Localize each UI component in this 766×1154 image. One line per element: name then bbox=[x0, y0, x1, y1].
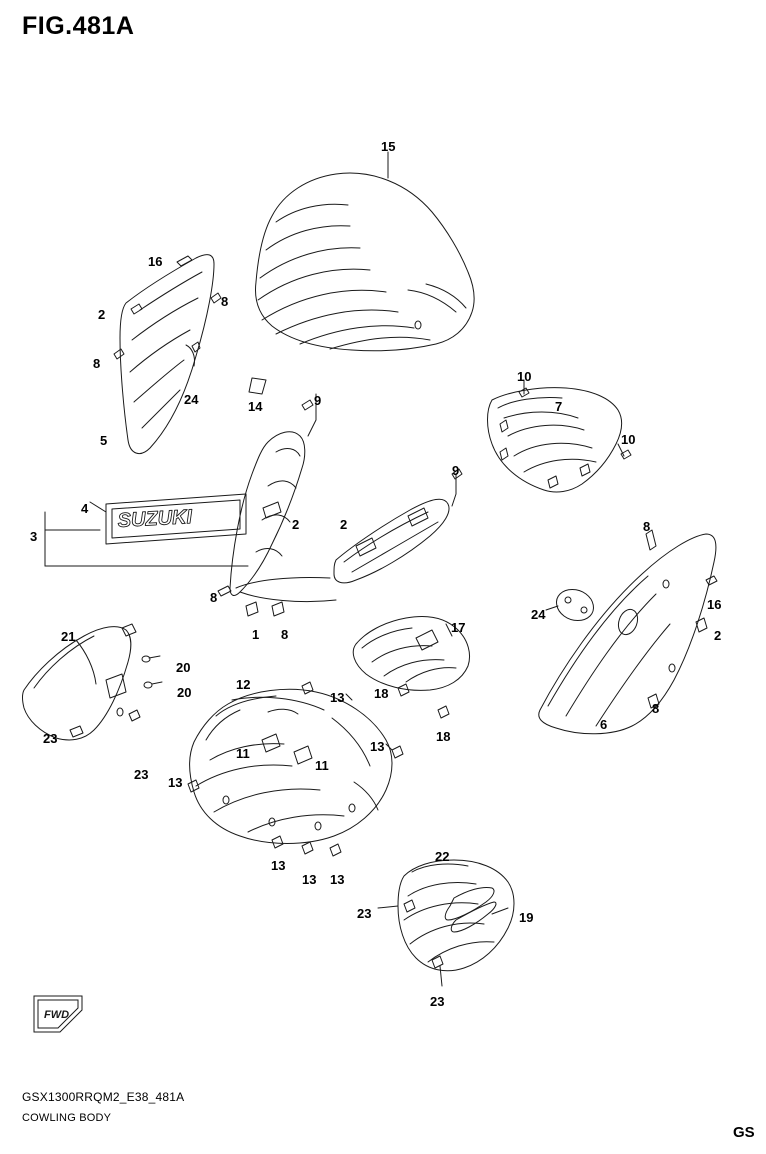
publisher-mark: GS bbox=[733, 1124, 755, 1141]
callout-number: 21 bbox=[61, 629, 76, 644]
callout-number: 24 bbox=[184, 392, 199, 407]
diagram-name: COWLING BODY bbox=[22, 1112, 112, 1124]
callout-number: 8 bbox=[652, 701, 660, 716]
callout-number: 8 bbox=[643, 519, 651, 534]
callout-number: 22 bbox=[435, 849, 450, 864]
callout-number: 8 bbox=[221, 294, 229, 309]
callout-number: 2 bbox=[340, 517, 348, 532]
callout-number: 23 bbox=[134, 767, 149, 782]
callout-number: 23 bbox=[357, 906, 372, 921]
callout-number: 11 bbox=[315, 758, 329, 773]
callout-number: 10 bbox=[517, 369, 532, 384]
callout-number: 2 bbox=[98, 307, 106, 322]
callout-number: 13 bbox=[330, 690, 345, 705]
callout-number: 1 bbox=[252, 627, 260, 642]
callout-number: 2 bbox=[714, 628, 722, 643]
callout-number: 23 bbox=[430, 994, 445, 1009]
callout-number: 6 bbox=[600, 717, 608, 732]
callout-number: 17 bbox=[451, 620, 466, 635]
callout-number: 15 bbox=[381, 139, 396, 154]
callout-number: 10 bbox=[621, 432, 636, 447]
callout-number: 18 bbox=[436, 729, 451, 744]
svg-text:FWD: FWD bbox=[44, 1009, 70, 1021]
callout-number: 23 bbox=[43, 731, 58, 746]
callout-number: 16 bbox=[707, 597, 722, 612]
callout-number: 13 bbox=[302, 872, 317, 887]
callout-number: 18 bbox=[374, 686, 389, 701]
callout-number: 16 bbox=[148, 254, 163, 269]
callout-number: 24 bbox=[531, 607, 546, 622]
callout-number: 4 bbox=[81, 501, 89, 516]
callout-number: 20 bbox=[177, 685, 192, 700]
callout-number: 8 bbox=[93, 356, 101, 371]
callout-number: 3 bbox=[30, 529, 38, 544]
diagram-code: GSX1300RRQM2_E38_481A bbox=[22, 1090, 185, 1104]
fwd-direction-marker bbox=[30, 990, 90, 1040]
callout-number: 20 bbox=[176, 660, 191, 675]
svg-text:SUZUKI: SUZUKI bbox=[117, 506, 193, 532]
callout-number: 11 bbox=[236, 746, 250, 761]
callout-number: 5 bbox=[100, 433, 108, 448]
callout-number: 19 bbox=[519, 910, 534, 925]
figure-title: FIG.481A bbox=[22, 12, 135, 40]
callout-number: 13 bbox=[370, 739, 385, 754]
callout-number: 14 bbox=[248, 399, 263, 414]
callout-number: 7 bbox=[555, 399, 563, 414]
callout-number: 13 bbox=[271, 858, 286, 873]
callout-number: 9 bbox=[452, 463, 460, 478]
callout-number: 2 bbox=[292, 517, 300, 532]
callout-number: 9 bbox=[314, 393, 322, 408]
callout-number: 8 bbox=[210, 590, 218, 605]
callout-number: 12 bbox=[236, 677, 251, 692]
callout-number: 8 bbox=[281, 627, 289, 642]
callout-number: 13 bbox=[330, 872, 345, 887]
callout-number: 13 bbox=[168, 775, 183, 790]
